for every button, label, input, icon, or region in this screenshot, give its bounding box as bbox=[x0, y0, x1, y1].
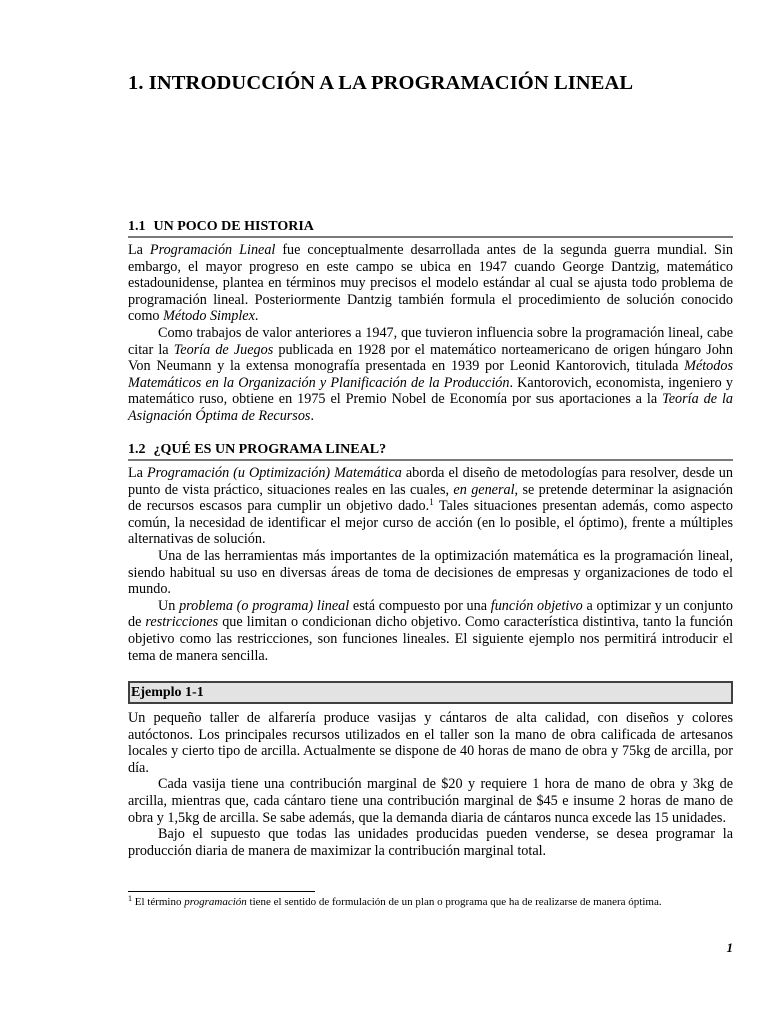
text-run: Como trabajos de valor anteriores a 1947, que tuvieron influencia sobre la programación lineal, cabe citar la bbox=[128, 324, 733, 358]
text-run: La bbox=[128, 465, 147, 481]
paragraph: Cada vasija tiene una contribución marginal de $20 y requiere 1 hora de mano de obra y 3kg de arcilla, mientras que, cada cántaro tiene una contribución marginal de $45 e insume 2 horas de mano de obra y 1,5kg de arcilla. Se sabe además, que la demanda diaria de cántaros nunca excede las 15 unidades. bbox=[128, 776, 733, 826]
paragraph bbox=[128, 598, 733, 664]
paragraph: Una de las herramientas más importantes de la optimización matemática es la programación lineal, siendo habitual su uso en diversas áreas de toma de decisiones de empresas y organizaciones de todo el mundo. bbox=[128, 547, 733, 598]
text-run: . bbox=[310, 407, 314, 424]
paragraph bbox=[128, 465, 733, 548]
emphasis: Programación (u Optimización) Matemática bbox=[146, 465, 402, 481]
footnote-divider bbox=[128, 891, 315, 892]
text-run: está compuesto por una bbox=[349, 597, 491, 614]
section-heading bbox=[128, 218, 733, 238]
section-title: ¿QUÉ ES UN PROGRAMA LINEAL? bbox=[153, 442, 387, 457]
section-number: 1.1 bbox=[128, 219, 146, 234]
emphasis: en general bbox=[453, 481, 515, 498]
chapter-title: 1. INTRODUCCIÓN A LA PROGRAMACIÓN LINEAL bbox=[128, 72, 634, 94]
text-run: a optimizar y un conjunto de bbox=[128, 597, 733, 631]
emphasis: programación bbox=[184, 896, 247, 908]
text-run: fue conceptualmente desarrollada antes de la segunda guerra mundial. Sin embargo, el mayor progreso en este campo se ubica en 1947 cuando George Dantzig, matemático estadounidense, plantea en términos muy precisos el modelo estándar al cual se ajusta todo problema de programación lineal. Posteriormente Dantzig también formula el procedimiento de solución conocido como bbox=[128, 242, 733, 325]
emphasis: Programación Lineal bbox=[149, 242, 276, 258]
text-run: La bbox=[128, 242, 150, 258]
text-run: tiene el sentido de formulación de un plan o programa que ha de realizarse de manera óptima. bbox=[246, 896, 662, 908]
section-number: 1.2 bbox=[128, 442, 146, 457]
emphasis: Teoría de Juegos bbox=[173, 341, 274, 358]
emphasis: Método Simplex bbox=[163, 308, 255, 325]
paragraph bbox=[128, 325, 733, 425]
footnote bbox=[128, 896, 733, 910]
emphasis: problema (o programa) lineal bbox=[179, 597, 350, 614]
text-run: , se pretende determinar la asignación de recursos escasos para cumplir un objetivo dado. bbox=[128, 481, 733, 515]
paragraph bbox=[128, 242, 733, 325]
text-run: aborda el diseño de metodologías para resolver, desde un punto de vista práctico, situaciones reales en las cuales, bbox=[128, 465, 733, 498]
emphasis: Métodos Matemáticos en la Organización y Planificación de la Producción bbox=[128, 358, 733, 391]
emphasis: Teoría de la Asignación Óptima de Recursos bbox=[128, 391, 733, 424]
page-number: 1 bbox=[726, 940, 733, 955]
text-run: Un bbox=[158, 597, 180, 614]
emphasis: restricciones bbox=[145, 614, 219, 631]
footnote-mark: 1 bbox=[128, 894, 132, 903]
section-title: UN POCO DE HISTORIA bbox=[153, 219, 314, 234]
text-run: . Kantorovich, economista, ingeniero y matemático ruso, obtiene en 1975 el Premio Nobel de Economía por sus aportaciones a la bbox=[128, 374, 733, 408]
text-run: Tales situaciones presentan además, como aspecto común, la necesidad de identificar el mejor curso de acción (en lo posible, el óptimo), frente a múltiples alternativas de solución. bbox=[128, 498, 733, 548]
paragraph: Bajo el supuesto que todas las unidades producidas pueden venderse, se desea programar la producción diaria de manera de maximizar la contribución marginal total. bbox=[128, 826, 733, 859]
text-run: que limitan o condicionan dicho objetivo. Como característica distintiva, tanto la función objetivo como las restricciones, son funciones lineales. El siguiente ejemplo nos permitirá introducir el tema de manera sencilla. bbox=[128, 614, 733, 664]
text-run: . bbox=[254, 308, 259, 325]
example-body bbox=[128, 710, 733, 859]
emphasis: función objetivo bbox=[490, 597, 583, 614]
section-history bbox=[128, 218, 733, 425]
text-run: publicada en 1928 por el matemático norteamericano de origen húngaro John Von Neumann y la extensa monografía presentada en 1939 por Leonid Kantorovich, titulada bbox=[128, 341, 733, 375]
paragraph: Un pequeño taller de alfarería produce vasijas y cántaros de alta calidad, con diseños y colores autóctonos. Los principales recursos utilizados en el taller son la mano de obra calificada de artesanos locales y cierto tipo de arcilla. Actualmente se dispone de 40 horas de mano de obra y 75kg de arcilla, por día. bbox=[128, 710, 733, 776]
section-what-is-lp bbox=[128, 441, 733, 664]
example-label-box bbox=[128, 681, 733, 704]
text-run: El término bbox=[132, 896, 185, 908]
section-heading bbox=[128, 441, 733, 461]
footnote-reference[interactable]: 1 bbox=[429, 497, 434, 508]
example-label: Ejemplo 1-1 bbox=[131, 685, 204, 700]
